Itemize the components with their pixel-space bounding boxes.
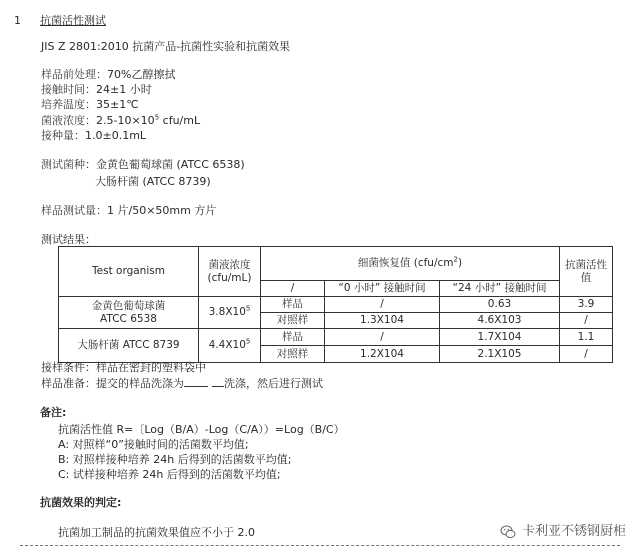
subheader-slash: / bbox=[261, 281, 325, 297]
conc-cell bbox=[199, 329, 261, 363]
activity-cell: / bbox=[560, 346, 613, 363]
watermark bbox=[500, 524, 626, 540]
sample-size-label: 样品测试量： bbox=[41, 204, 107, 217]
value-0h-cell: / bbox=[325, 329, 440, 346]
type-cell: 样品 bbox=[261, 297, 325, 313]
pretreat-row bbox=[41, 68, 175, 81]
notes-c: C: 试样接种培养 24h 后得到的活菌数平均值; bbox=[58, 468, 281, 481]
notes-b: B: 对照样接种培养 24h 后得到的活菌数平均值; bbox=[58, 453, 292, 466]
value-0h-cell: / bbox=[325, 297, 440, 313]
sample-size-row bbox=[41, 204, 216, 217]
conc-value-post: cfu/mL bbox=[159, 114, 201, 127]
prep-blank-2 bbox=[212, 376, 224, 387]
strain-2: 大肠杆菌 (ATCC 8739) bbox=[95, 175, 211, 188]
conc-value-pre: 2.5-10×10 bbox=[96, 114, 155, 127]
header-recovery-sup: 2 bbox=[453, 255, 458, 264]
inoc-label: 接种量： bbox=[41, 129, 85, 142]
organism-cell: 大肠杆菌 ATCC 8739 bbox=[59, 329, 199, 363]
notes-a: A: 对照样“0”接触时间的活菌数平均值; bbox=[58, 438, 249, 451]
header-recovery-post: ) bbox=[457, 257, 463, 270]
section-number: 1 bbox=[14, 14, 21, 27]
contact-label: 接触时间： bbox=[41, 83, 96, 96]
prep-row bbox=[41, 376, 323, 390]
table-row bbox=[59, 297, 613, 313]
activity-cell: / bbox=[560, 313, 613, 329]
table-header-row bbox=[59, 247, 613, 281]
pretreat-label: 样品前处理： bbox=[41, 68, 107, 81]
value-24h-cell: 0.63 bbox=[440, 297, 560, 313]
prep-pre: 样品准备：提交的样品洗涤为 bbox=[41, 377, 184, 390]
conc-value-sup: 5 bbox=[154, 113, 160, 122]
value-24h-cell: 1.7X104 bbox=[440, 329, 560, 346]
temp-value: 35±1℃ bbox=[96, 98, 139, 111]
value-0h-cell: 1.3X104 bbox=[325, 313, 440, 329]
conc-cell-sup: 5 bbox=[245, 304, 251, 313]
header-activity: 抗菌活性 值 bbox=[560, 247, 613, 297]
subheader-0h: “0 小时” 接触时间 bbox=[325, 281, 440, 297]
section-title: 抗菌活性测试 bbox=[40, 14, 106, 27]
contact-row bbox=[41, 83, 152, 96]
organism-cell: 金黄色葡萄球菌 ATCC 6538 bbox=[59, 297, 199, 329]
conc-cell bbox=[199, 297, 261, 329]
strains-label: 测试菌种： bbox=[41, 158, 96, 171]
results-label: 测试结果： bbox=[41, 233, 96, 246]
activity-cell: 3.9 bbox=[560, 297, 613, 313]
value-0h-cell: 1.2X104 bbox=[325, 346, 440, 363]
prep-post: 洗涤，然后进行测试 bbox=[224, 377, 323, 390]
header-recovery bbox=[261, 247, 560, 281]
watermark-text: 卡利亚不锈钢厨柜 bbox=[521, 524, 626, 540]
header-recovery-pre: 细菌恢复值 (cfu/cm bbox=[357, 257, 454, 270]
type-cell: 对照样 bbox=[261, 346, 325, 363]
results-table bbox=[58, 246, 613, 363]
subheader-24h: “24 小时” 接触时间 bbox=[440, 281, 560, 297]
activity-cell: 1.1 bbox=[560, 329, 613, 346]
header-organism: Test organism bbox=[59, 247, 199, 297]
inoc-condition: 接样条件：样品在密封的塑料袋中 bbox=[41, 361, 206, 374]
standard-line: JIS Z 2801:2010 抗菌产品-抗菌性实验和抗菌效果 bbox=[41, 40, 291, 53]
conc-label: 菌液浓度： bbox=[41, 114, 96, 127]
strain-1: 金黄色葡萄球菌 (ATCC 6538) bbox=[96, 158, 245, 171]
table-row bbox=[59, 329, 613, 346]
inoc-value: 1.0±0.1mL bbox=[85, 129, 147, 142]
conc-cell-sup: 5 bbox=[245, 337, 251, 346]
contact-value: 24±1 小时 bbox=[96, 83, 152, 96]
inoc-row bbox=[41, 129, 146, 142]
bottom-divider bbox=[20, 545, 620, 546]
judge-title: 抗菌效果的判定: bbox=[40, 496, 122, 509]
conc-cell-pre: 3.8X10 bbox=[208, 306, 246, 319]
prep-blank bbox=[184, 376, 208, 387]
value-24h-cell: 4.6X103 bbox=[440, 313, 560, 329]
notes-formula: 抗菌活性值 R=〔Log（B/A）-Log（C/A））=Log（B/C） bbox=[58, 423, 345, 436]
type-cell: 对照样 bbox=[261, 313, 325, 329]
conc-cell-pre: 4.4X10 bbox=[208, 339, 246, 352]
judge-text: 抗菌加工制品的抗菌效果值应不小于 2.0 bbox=[58, 526, 255, 539]
header-concentration: 菌液浓度 (cfu/mL) bbox=[199, 247, 261, 297]
pretreat-value: 70%乙醇擦拭 bbox=[107, 68, 176, 81]
sample-size-value: 1 片/50×50mm 方片 bbox=[107, 204, 217, 217]
wechat-icon bbox=[500, 524, 516, 540]
value-24h-cell: 2.1X105 bbox=[440, 346, 560, 363]
conc-row bbox=[41, 114, 200, 127]
strain-row-1 bbox=[41, 158, 245, 171]
type-cell: 样品 bbox=[261, 329, 325, 346]
temp-label: 培养温度： bbox=[41, 98, 96, 111]
temp-row bbox=[41, 98, 139, 111]
notes-title: 备注: bbox=[40, 406, 67, 419]
